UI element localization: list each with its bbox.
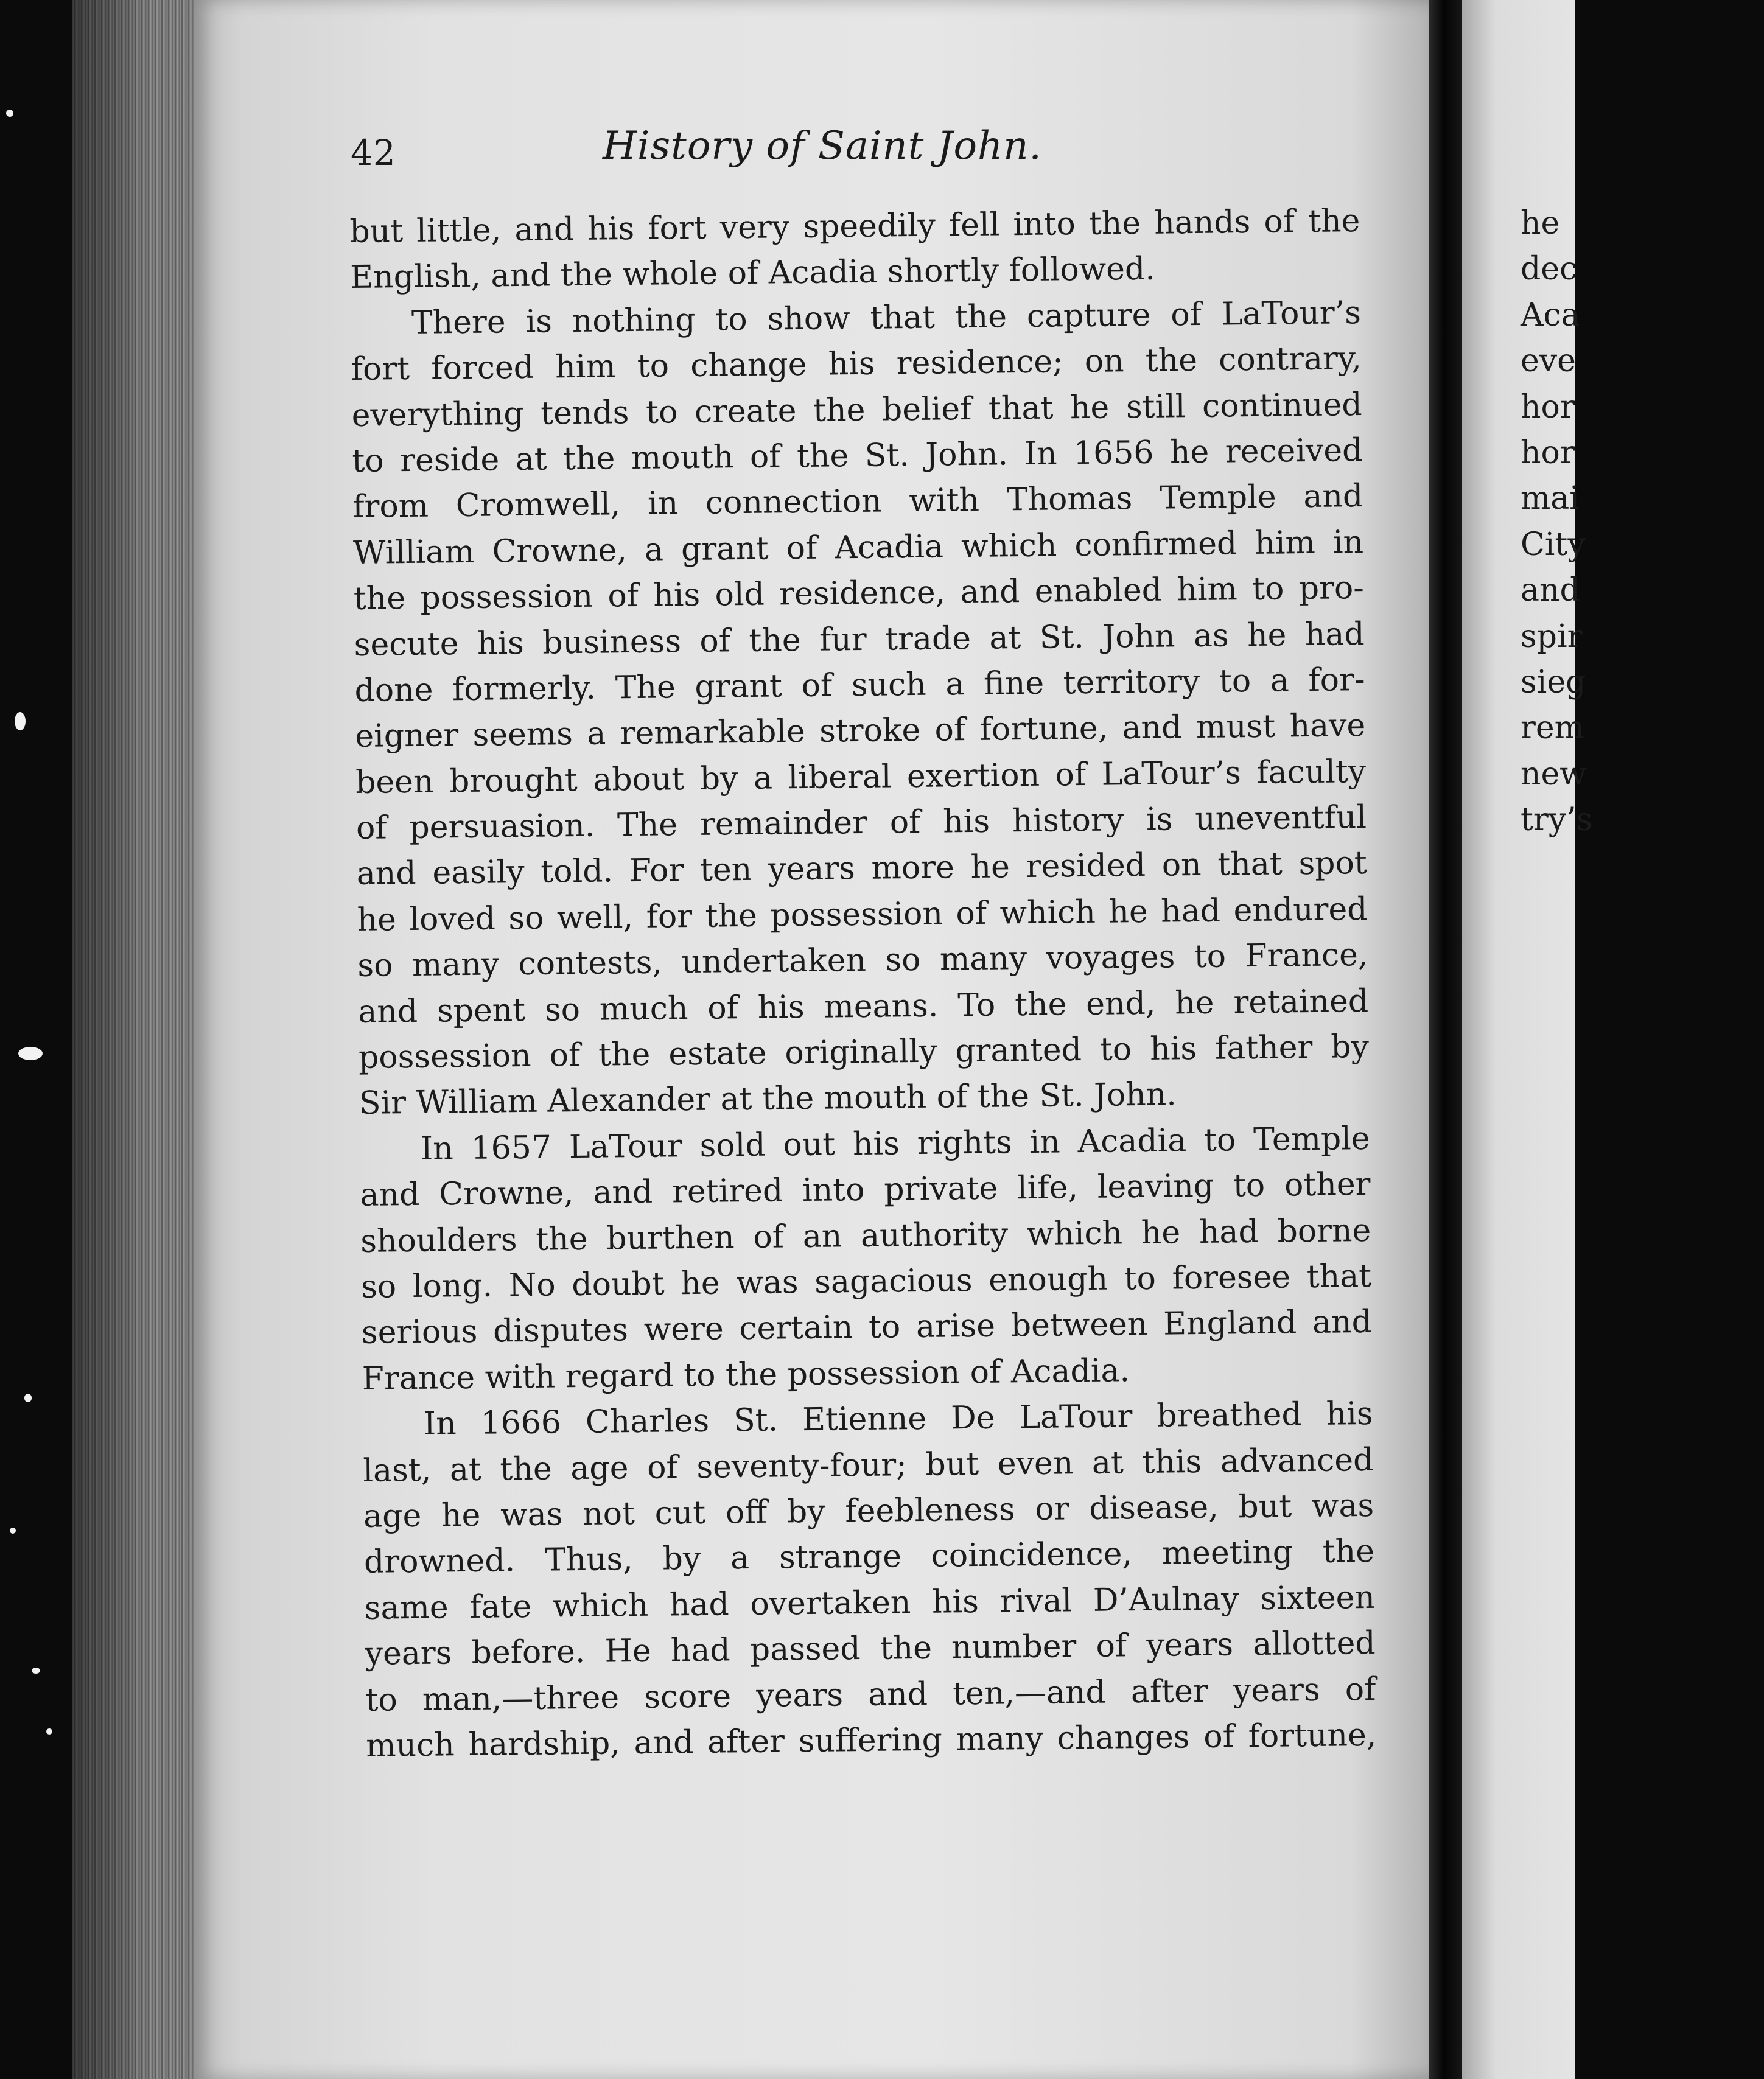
text-line: fort forced him to change his residence; on the contrary, bbox=[351, 340, 1362, 388]
text-line: and easily told. For ten years more he resided on that spot bbox=[356, 845, 1368, 893]
facing-page-text-fragments bbox=[1521, 201, 1764, 843]
text-line: so long. No doubt he was sagacious enough to foresee that bbox=[360, 1257, 1372, 1305]
text-line: and spent so much of his means. To the end, he retained bbox=[357, 982, 1369, 1030]
text-line: from Cromwell, in connection with Thomas Temple and bbox=[352, 478, 1363, 526]
text-line: to reside at the mouth of the St. John. In 1656 he received bbox=[352, 432, 1363, 480]
text-line: much hardship, and after suffering many changes of fortune, bbox=[365, 1716, 1377, 1764]
text-line: the possession of his old residence, and enabled him to pro- bbox=[353, 570, 1365, 618]
text-line: same fate which had overtaken his rival D’Aulnay sixteen bbox=[364, 1579, 1376, 1627]
text-line: In 1666 Charles St. Etienne De LaTour breathed his bbox=[423, 1396, 1373, 1442]
facing-page-edge bbox=[1462, 0, 1593, 2079]
facing-page-line-fragment: new bbox=[1521, 755, 1587, 792]
text-line: Sir William Alexander at the mouth of the St. John. bbox=[359, 1076, 1177, 1122]
facing-page-line-fragment: he bbox=[1521, 205, 1560, 242]
facing-page-line-fragment: try’s bbox=[1521, 802, 1593, 839]
text-line: France with regard to the possession of Acadia. bbox=[362, 1352, 1130, 1397]
facing-page-line-fragment: dec bbox=[1521, 251, 1578, 288]
text-line: There is nothing to show that the capture of LaTour’s bbox=[411, 294, 1362, 341]
book-gutter bbox=[1429, 0, 1466, 2079]
facing-page-line-fragment: City bbox=[1521, 526, 1586, 563]
text-line: to man,—three score years and ten,—and after years of bbox=[365, 1671, 1376, 1719]
scan-speck bbox=[18, 1047, 43, 1060]
scan-speck bbox=[24, 1394, 32, 1402]
scan-speck bbox=[15, 712, 26, 730]
text-line: and Crowne, and retired into private life, leaving to other bbox=[360, 1166, 1371, 1214]
text-line: he loved so well, for the possession of which he had endured bbox=[357, 890, 1368, 938]
text-line: of persuasion. The remainder of his history is uneventful bbox=[355, 799, 1367, 847]
text-line: In 1657 LaTour sold out his rights in Acadia to Temple bbox=[420, 1120, 1370, 1167]
text-line: so many contests, undertaken so many voyages to France, bbox=[357, 937, 1368, 985]
running-title: History of Saint John. bbox=[603, 124, 1042, 169]
text-line: English, and the whole of Acadia shortly followed. bbox=[349, 251, 1156, 296]
text-line: serious disputes were certain to arise between England and bbox=[361, 1304, 1373, 1352]
text-line: eigner seems a remarkable stroke of fortune, and must have bbox=[355, 707, 1366, 755]
page-edges-shadow bbox=[72, 0, 200, 2079]
text-line: last, at the age of seventy-four; but even at this advanced bbox=[363, 1441, 1374, 1489]
text-line: but little, and his fort very speedily fell into the hands of the bbox=[349, 203, 1360, 250]
scan-speck bbox=[32, 1668, 40, 1674]
facing-page-line-fragment: hor bbox=[1521, 434, 1575, 471]
text-line: age he was not cut off by feebleness or disease, but was bbox=[363, 1487, 1374, 1535]
scan-speck bbox=[46, 1728, 52, 1735]
scan-speck bbox=[10, 1528, 16, 1534]
text-line: secute his business of the fur trade at St. John as he had bbox=[354, 615, 1365, 663]
text-line: years before. He had passed the number of years allotted bbox=[365, 1625, 1376, 1672]
facing-page-line-fragment: eve bbox=[1521, 343, 1576, 380]
facing-page-line-fragment: hor bbox=[1521, 388, 1575, 425]
facing-page-line-fragment: rem bbox=[1521, 710, 1584, 747]
page-number: 42 bbox=[351, 132, 396, 173]
text-line: possession of the estate originally granted to his father by bbox=[358, 1028, 1370, 1076]
facing-page-line-fragment: Aca bbox=[1521, 296, 1580, 334]
page-body-text bbox=[349, 198, 1377, 1769]
facing-page-line-fragment: spir bbox=[1521, 618, 1583, 655]
text-line: done formerly. The grant of such a fine territory to a for- bbox=[354, 661, 1365, 709]
text-line: drowned. Thus, by a strange coincidence, meeting the bbox=[363, 1533, 1375, 1581]
text-line: everything tends to create the belief that he still continued bbox=[351, 386, 1362, 434]
facing-page-line-fragment: mai bbox=[1521, 480, 1580, 517]
scan-speck bbox=[6, 110, 13, 117]
text-line: William Crowne, a grant of Acadia which confirmed him in bbox=[352, 523, 1364, 571]
facing-page-line-fragment: sieg bbox=[1521, 663, 1586, 701]
text-line: shoulders the burthen of an authority which he had borne bbox=[360, 1212, 1371, 1260]
text-line: been brought about by a liberal exertion of LaTour’s faculty bbox=[355, 753, 1367, 801]
facing-page-line-fragment: and bbox=[1521, 572, 1580, 609]
